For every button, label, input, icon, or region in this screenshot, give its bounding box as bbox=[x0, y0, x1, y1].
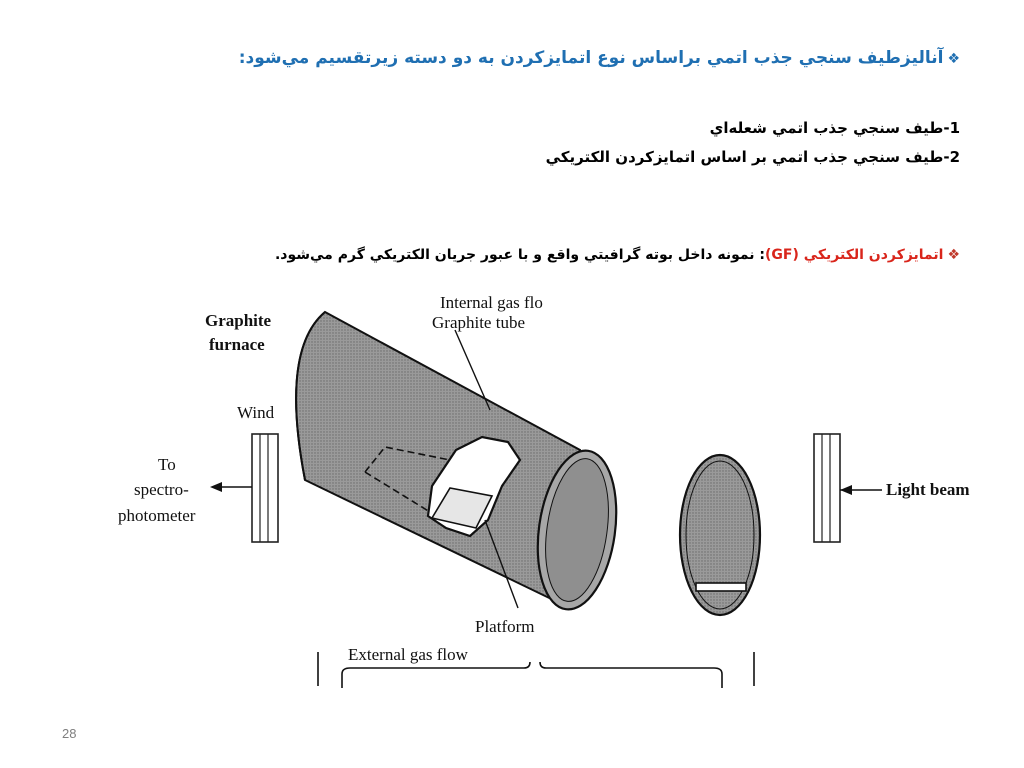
list-item: 2-طيف سنجي جذب اتمي بر اساس اتمايزكردن الكتريكي bbox=[545, 148, 960, 166]
light-beam-label: Light beam bbox=[886, 480, 970, 499]
platform-label: Platform bbox=[475, 617, 535, 636]
gf-description: : نمونه داخل بوته گرافيتي واقع و با عبور جريان الكتريكي گرم مي‌شود. bbox=[274, 247, 765, 263]
photometer-label: photometer bbox=[118, 506, 196, 525]
left-window bbox=[252, 434, 278, 542]
method-list bbox=[546, 114, 960, 172]
diamond-bullet-icon: ❖ bbox=[947, 247, 960, 263]
right-window bbox=[814, 434, 840, 542]
slide-title-text: آناليزطيف سنجي جذب اتمي براساس نوع اتمايزكردن به دو دسته زيرتقسيم مي‌شود: bbox=[238, 48, 944, 68]
spectro-label: spectro- bbox=[134, 480, 189, 499]
page-number: 28 bbox=[62, 726, 77, 741]
slide-title bbox=[239, 48, 960, 68]
list-item: 1-طيف سنجي جذب اتمي شعله‌اي bbox=[709, 119, 960, 137]
graphite-furnace-label-line1: Graphite bbox=[205, 311, 272, 330]
to-spectrophotometer-arrow bbox=[210, 482, 252, 492]
to-label: To bbox=[158, 455, 176, 474]
external-gas-label: External gas flow bbox=[348, 645, 468, 664]
window-label: Wind bbox=[237, 403, 275, 422]
graphite-furnace-diagram bbox=[110, 290, 990, 690]
internal-gas-label: Internal gas flo bbox=[440, 293, 543, 312]
light-beam-arrow bbox=[840, 485, 882, 495]
tube-end-view bbox=[680, 455, 760, 615]
gf-term: اتمايزكردن الكتريكي (GF) bbox=[764, 247, 944, 263]
graphite-furnace-label-line2: furnace bbox=[209, 335, 265, 354]
graphite-tube-label: Graphite tube bbox=[432, 313, 525, 332]
graphite-tube bbox=[296, 312, 626, 615]
diamond-bullet-icon: ❖ bbox=[947, 51, 960, 67]
gf-definition bbox=[275, 247, 960, 263]
